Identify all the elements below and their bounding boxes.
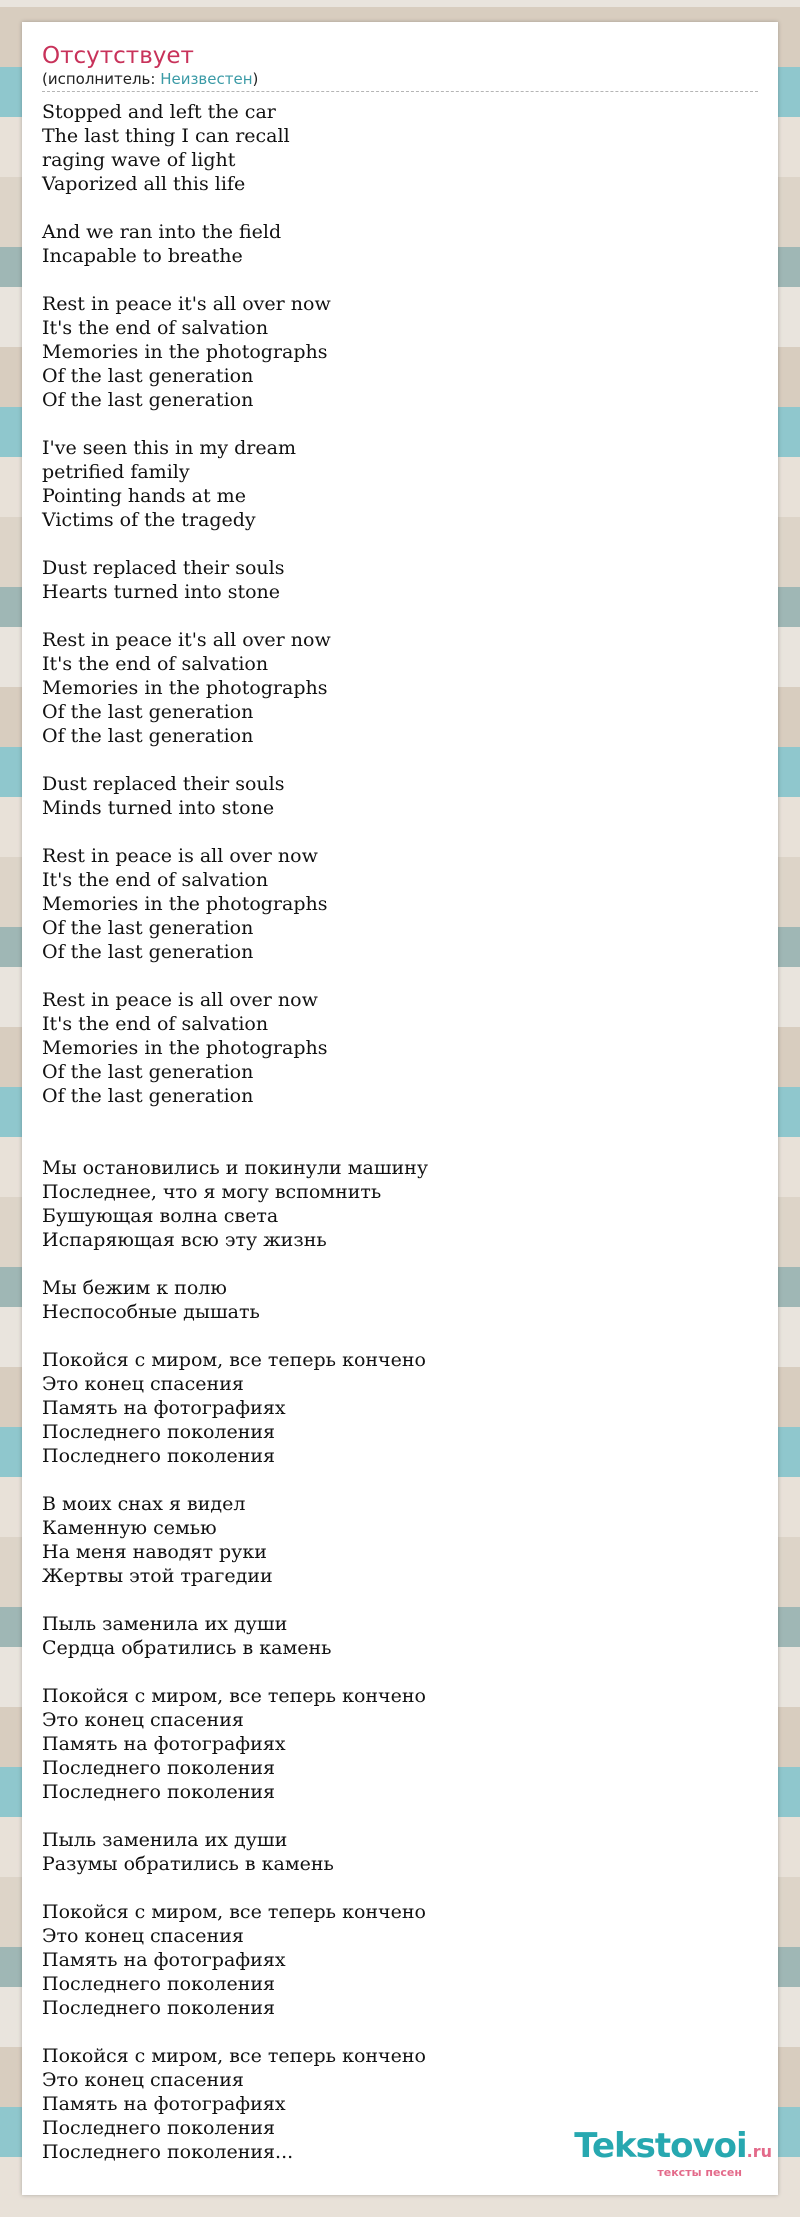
lyric-line: Of the last generation xyxy=(42,365,254,387)
lyrics-card xyxy=(22,22,778,2195)
lyric-line: Последнего поколения xyxy=(42,1757,276,1779)
logo-wordmark xyxy=(574,2126,772,2169)
lyric-line: Мы остановились и покинули машину xyxy=(42,1157,428,1179)
artist-prefix: (исполнитель: xyxy=(42,70,161,88)
lyric-line: Это конец спасения xyxy=(42,2069,244,2091)
lyric-line: Vaporized all this life xyxy=(42,173,246,195)
lyric-line: Последнего поколения xyxy=(42,1445,276,1467)
lyric-line: Memories in the photographs xyxy=(42,677,328,699)
artist-line xyxy=(42,70,758,88)
lyric-line: Память на фотографиях xyxy=(42,1733,286,1755)
song-title: Отсутствует xyxy=(42,43,194,69)
lyric-line: Память на фотографиях xyxy=(42,1949,286,1971)
lyric-line: Hearts turned into stone xyxy=(42,581,281,603)
lyric-line: Последнего поколения xyxy=(42,1997,276,2019)
lyric-line: I've seen this in my dream xyxy=(42,437,296,459)
lyric-line: Покойся с миром, все теперь кончено xyxy=(42,1685,426,1707)
lyric-line: Последнее, что я могу вспомнить xyxy=(42,1181,382,1203)
lyric-line: Of the last generation xyxy=(42,1085,254,1107)
lyric-line: Stopped and left the car xyxy=(42,101,276,123)
song-header xyxy=(42,42,758,92)
lyric-line: Minds turned into stone xyxy=(42,797,275,819)
lyric-line: Rest in peace it's all over now xyxy=(42,629,331,651)
lyric-line: Последнего поколения xyxy=(42,2117,276,2139)
lyric-line: Последнего поколения xyxy=(42,1973,276,1995)
lyric-line: Жертвы этой трагедии xyxy=(42,1565,273,1587)
stanza-gap xyxy=(42,820,758,844)
lyric-line: Incapable to breathe xyxy=(42,245,243,267)
logo-name: Tekstovoi xyxy=(574,2126,747,2166)
stanza-gap xyxy=(42,2020,758,2044)
lyric-line: Мы бежим к полю xyxy=(42,1277,227,1299)
lyric-line: Пыль заменила их души xyxy=(42,1613,288,1635)
lyric-line: Of the last generation xyxy=(42,725,254,747)
site-logo[interactable] xyxy=(574,2126,772,2179)
lyric-line: Rest in peace is all over now xyxy=(42,845,318,867)
logo-tld: .ru xyxy=(746,2142,772,2161)
stanza-gap xyxy=(42,1468,758,1492)
lyric-line: petrified family xyxy=(42,461,190,483)
lyric-line: Память на фотографиях xyxy=(42,2093,286,2115)
lyric-line: Покойся с миром, все теперь кончено xyxy=(42,1349,426,1371)
lyric-line: It's the end of salvation xyxy=(42,869,269,891)
lyric-line: Это конец спасения xyxy=(42,1709,244,1731)
lyric-line: На меня наводят руки xyxy=(42,1541,267,1563)
stanza-gap xyxy=(42,1252,758,1276)
stanza-gap xyxy=(42,1876,758,1900)
lyric-line: The last thing I can recall xyxy=(42,125,290,147)
lyric-line: Memories in the photographs xyxy=(42,1037,328,1059)
lyric-line: Неспособные дышать xyxy=(42,1301,260,1323)
lyric-line: Бушующая волна света xyxy=(42,1205,279,1227)
stanza-gap xyxy=(42,1660,758,1684)
stanza-gap xyxy=(42,532,758,556)
lyric-line: Память на фотографиях xyxy=(42,1397,286,1419)
lyric-line: Испаряющая всю эту жизнь xyxy=(42,1229,327,1251)
lyric-line: Dust replaced their souls xyxy=(42,773,285,795)
stanza-gap xyxy=(42,268,758,292)
lyric-line: Разумы обратились в камень xyxy=(42,1853,334,1875)
lyric-line: Сердца обратились в камень xyxy=(42,1637,332,1659)
lyric-line: Memories in the photographs xyxy=(42,893,328,915)
lyric-line: Of the last generation xyxy=(42,701,254,723)
lyric-line: Of the last generation xyxy=(42,389,254,411)
stanza-gap xyxy=(42,964,758,988)
stanza-gap xyxy=(42,604,758,628)
lyric-line: Это конец спасения xyxy=(42,1373,244,1395)
lyric-line: Pointing hands at me xyxy=(42,485,246,507)
artist-suffix: ) xyxy=(252,70,259,88)
lyric-line: It's the end of salvation xyxy=(42,317,269,339)
lyric-line: Последнего поколения xyxy=(42,1781,276,1803)
stanza-gap xyxy=(42,196,758,220)
lyric-line: Последнего поколения... xyxy=(42,2141,294,2163)
stanza-gap xyxy=(42,1324,758,1348)
lyric-line: Покойся с миром, все теперь кончено xyxy=(42,2045,426,2067)
artist-link[interactable]: Неизвестен xyxy=(160,70,253,88)
lyric-line: It's the end of salvation xyxy=(42,1013,269,1035)
lyric-line: Это конец спасения xyxy=(42,1925,244,1947)
lyric-line: Rest in peace is all over now xyxy=(42,989,318,1011)
lyric-line: Of the last generation xyxy=(42,941,254,963)
lyric-line: Каменную семью xyxy=(42,1517,217,1539)
logo-tagline: тексты песен xyxy=(657,2166,742,2179)
lyric-line: Dust replaced their souls xyxy=(42,557,285,579)
lyric-line: Пыль заменила их души xyxy=(42,1829,288,1851)
lyric-line: Memories in the photographs xyxy=(42,341,328,363)
lyric-line: It's the end of salvation xyxy=(42,653,269,675)
lyric-line: В моих снах я видел xyxy=(42,1493,246,1515)
lyric-line: raging wave of light xyxy=(42,149,236,171)
lyric-line: Покойся с миром, все теперь кончено xyxy=(42,1901,426,1923)
lyric-line: Of the last generation xyxy=(42,1061,254,1083)
stanza-gap xyxy=(42,748,758,772)
stanza-gap xyxy=(42,1804,758,1828)
lyric-line: Victims of the tragedy xyxy=(42,509,256,531)
lyrics-text xyxy=(42,100,758,2164)
stanza-gap xyxy=(42,412,758,436)
lyric-line: And we ran into the field xyxy=(42,221,282,243)
section-gap xyxy=(42,1108,758,1156)
lyric-line: Последнего поколения xyxy=(42,1421,276,1443)
stanza-gap xyxy=(42,1588,758,1612)
lyric-line: Of the last generation xyxy=(42,917,254,939)
lyric-line: Rest in peace it's all over now xyxy=(42,293,331,315)
